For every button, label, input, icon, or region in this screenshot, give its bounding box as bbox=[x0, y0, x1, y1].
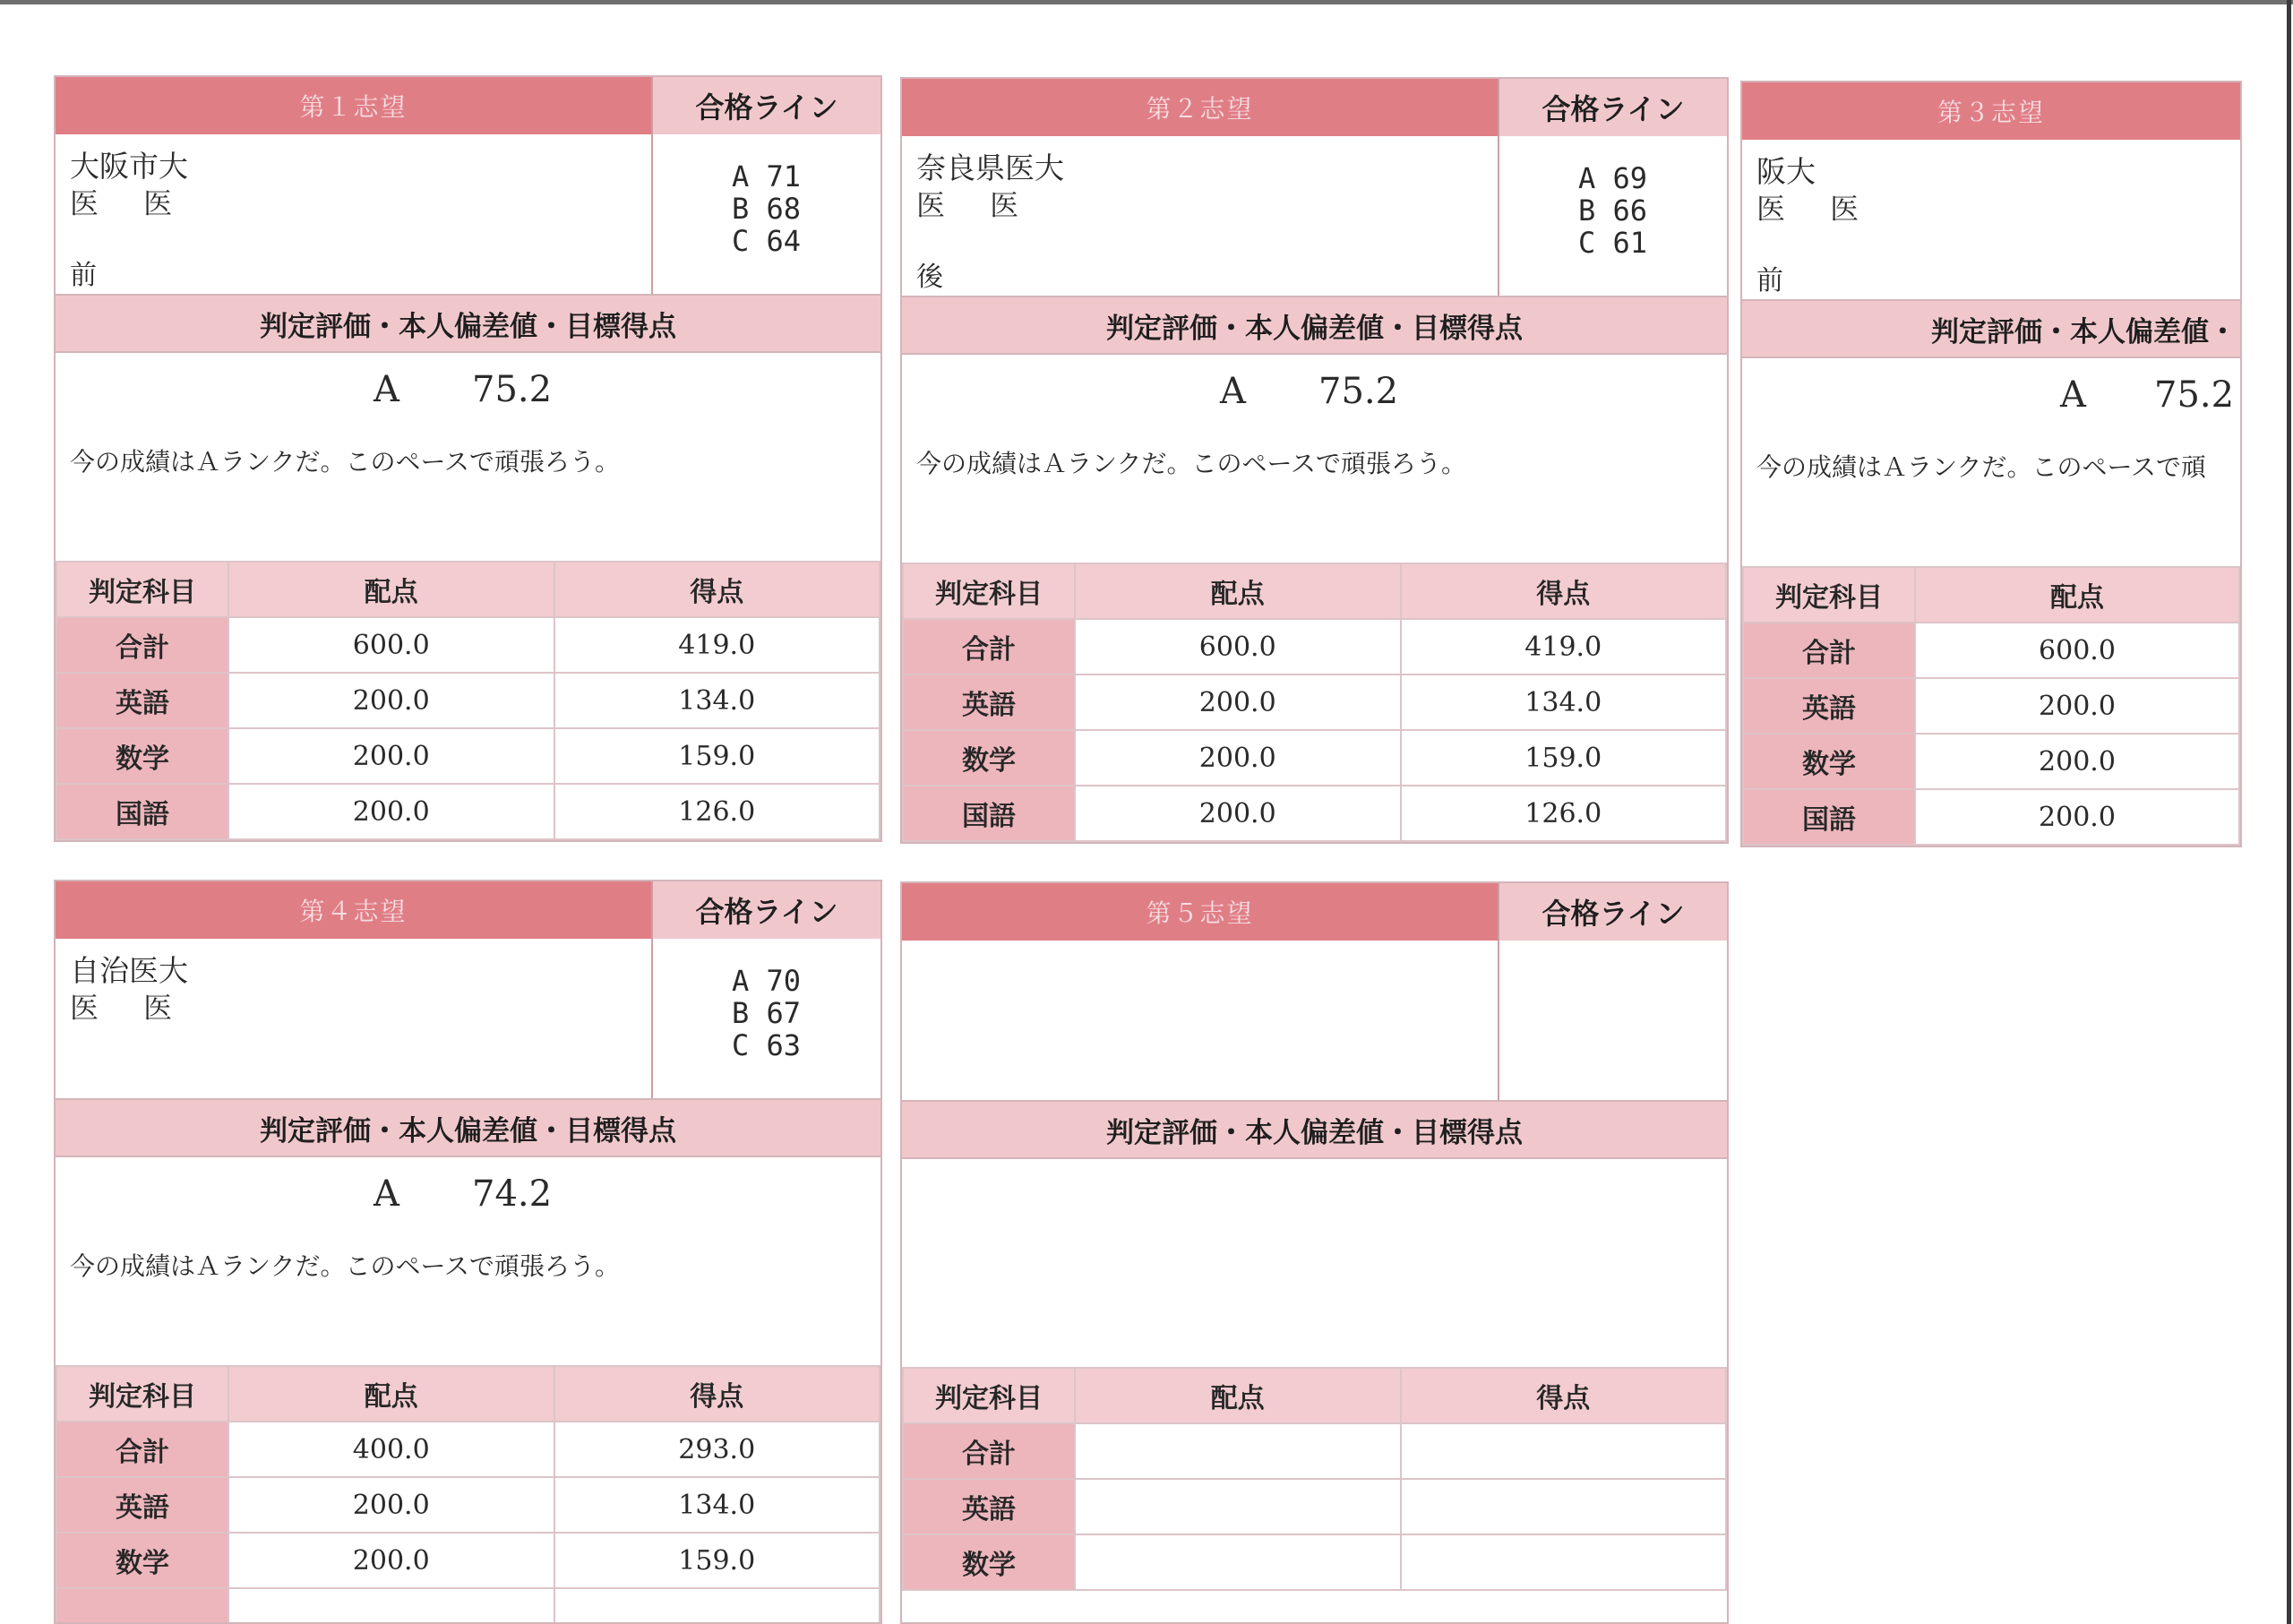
score-cell: 126.0 bbox=[1401, 786, 1727, 841]
points-cell: 200.0 bbox=[1075, 786, 1401, 841]
table-row bbox=[1743, 623, 2242, 678]
score-table bbox=[1742, 566, 2242, 846]
points-cell: 200.0 bbox=[1915, 678, 2239, 734]
subject-cell: 国語 bbox=[1743, 789, 1915, 845]
pass-line-c: C 63 bbox=[732, 1028, 802, 1062]
pass-line-label: 合格ライン bbox=[1498, 79, 1727, 136]
points-cell: 200.0 bbox=[228, 1477, 554, 1533]
score-cell: 159.0 bbox=[554, 728, 880, 784]
col-score: 得点 bbox=[554, 1366, 880, 1422]
subject-cell: 英語 bbox=[56, 1477, 228, 1533]
score-cell bbox=[1401, 1423, 1727, 1479]
evaluation-header bbox=[1742, 301, 2240, 358]
score-cell bbox=[1401, 1534, 1727, 1590]
evaluation-body bbox=[1742, 358, 2240, 566]
pass-line-label: 合格ライン bbox=[651, 77, 880, 134]
card-header bbox=[902, 883, 1727, 941]
university-block bbox=[56, 939, 651, 1098]
judgement-grade: A bbox=[2060, 374, 2086, 416]
table-row bbox=[56, 1588, 880, 1624]
score-cell: 293.0 bbox=[554, 1422, 880, 1477]
evaluation-header: 判定評価・本人偏差値・目標得点 bbox=[56, 1100, 880, 1157]
exam-schedule: 前 bbox=[70, 260, 97, 291]
col-subject: 判定科目 bbox=[56, 562, 228, 617]
col-subject: 判定科目 bbox=[903, 563, 1075, 619]
table-row bbox=[903, 1534, 1726, 1590]
choice-card-2 bbox=[900, 77, 1729, 844]
score-table bbox=[902, 1367, 1727, 1591]
pass-lines bbox=[651, 134, 880, 294]
score-cell bbox=[554, 1588, 880, 1624]
table-row bbox=[56, 1422, 880, 1477]
score-cell bbox=[2239, 789, 2242, 845]
pass-line-b: B 68 bbox=[732, 192, 802, 226]
table-row bbox=[56, 1533, 880, 1588]
pass-line-label: 合格ライン bbox=[1498, 883, 1727, 941]
evaluation-body bbox=[56, 353, 880, 561]
score-cell bbox=[2239, 623, 2242, 678]
col-score: 得点 bbox=[1401, 563, 1727, 619]
table-row bbox=[56, 617, 880, 673]
department-name: 医 医 bbox=[916, 188, 1037, 222]
score-cell: 134.0 bbox=[554, 1477, 880, 1533]
table-row bbox=[1743, 678, 2242, 734]
table-row bbox=[1743, 789, 2242, 845]
deviation-value: 75.2 bbox=[2154, 374, 2235, 416]
pass-line-c: C 64 bbox=[732, 224, 802, 258]
score-cell: 419.0 bbox=[1401, 619, 1727, 675]
university-block bbox=[1742, 140, 2240, 299]
table-row bbox=[56, 673, 880, 728]
table-row bbox=[903, 786, 1726, 841]
col-score: 得点 bbox=[554, 562, 880, 617]
university-block bbox=[902, 941, 1498, 1100]
exam-schedule: 前 bbox=[1756, 265, 1783, 296]
score-cell: 159.0 bbox=[554, 1533, 880, 1588]
evaluation-header: 判定評価・本人偏差値・目標得点 bbox=[902, 1102, 1727, 1159]
score-table bbox=[56, 561, 880, 840]
points-cell: 200.0 bbox=[228, 784, 554, 839]
col-points: 配点 bbox=[228, 562, 554, 617]
deviation-value: 75.2 bbox=[472, 369, 553, 410]
score-cell bbox=[2239, 678, 2242, 734]
points-cell: 200.0 bbox=[1915, 789, 2239, 845]
col-score bbox=[2239, 567, 2242, 623]
subject-cell: 数学 bbox=[56, 1533, 228, 1588]
points-cell: 200.0 bbox=[228, 673, 554, 728]
points-cell: 200.0 bbox=[1075, 730, 1401, 786]
department-name: 医 医 bbox=[1756, 192, 1877, 226]
pass-line-a: A 69 bbox=[1578, 161, 1648, 195]
subject-cell: 国語 bbox=[56, 784, 228, 839]
subject-cell: 英語 bbox=[1743, 678, 1915, 734]
card-header bbox=[56, 77, 880, 134]
table-row bbox=[903, 619, 1726, 675]
university-name: 大阪市大 bbox=[70, 149, 188, 184]
university-info bbox=[56, 134, 880, 296]
choice-rank: 第１志望 bbox=[56, 77, 651, 134]
table-row bbox=[56, 784, 880, 839]
subject-cell: 数学 bbox=[56, 728, 228, 784]
university-name: 奈良県医大 bbox=[916, 150, 1064, 185]
table-row bbox=[1743, 734, 2242, 789]
table-header-row bbox=[56, 1366, 880, 1422]
department-name: 医 医 bbox=[70, 186, 191, 220]
judgement-grade: A bbox=[1220, 371, 1246, 412]
points-cell: 200.0 bbox=[228, 1533, 554, 1588]
choice-card-4 bbox=[54, 880, 882, 1624]
score-cell: 134.0 bbox=[1401, 675, 1727, 730]
subject-cell: 数学 bbox=[903, 730, 1075, 786]
pass-line-b: B 66 bbox=[1578, 193, 1648, 228]
evaluation-message: 今の成績はＡランクだ。このペースで頑張ろう。 bbox=[916, 449, 1467, 478]
table-row bbox=[903, 675, 1726, 730]
university-block bbox=[56, 134, 651, 294]
pass-lines bbox=[1498, 136, 1727, 296]
table-header-row bbox=[903, 1368, 1726, 1423]
card-header bbox=[902, 79, 1727, 136]
points-cell: 200.0 bbox=[1075, 675, 1401, 730]
table-row bbox=[903, 1423, 1726, 1479]
points-cell bbox=[1075, 1479, 1401, 1534]
score-cell: 159.0 bbox=[1401, 730, 1727, 786]
evaluation-message: 今の成績はＡランクだ。このペースで頑張ろう。 bbox=[70, 447, 621, 477]
subject-cell: 英語 bbox=[903, 675, 1075, 730]
score-cell: 126.0 bbox=[554, 784, 880, 839]
points-cell bbox=[1075, 1423, 1401, 1479]
evaluation-body bbox=[56, 1157, 880, 1365]
university-info bbox=[1742, 140, 2240, 301]
points-cell: 200.0 bbox=[1915, 734, 2239, 789]
subject-cell: 英語 bbox=[903, 1479, 1075, 1534]
evaluation-header: 判定評価・本人偏差値・目標得点 bbox=[56, 296, 880, 353]
col-points: 配点 bbox=[1075, 563, 1401, 619]
pass-line-a: A 70 bbox=[732, 964, 802, 998]
evaluation-body bbox=[902, 1159, 1727, 1367]
col-subject: 判定科目 bbox=[1743, 567, 1915, 623]
table-header-row bbox=[56, 562, 880, 617]
exam-schedule: 後 bbox=[916, 262, 943, 293]
points-cell: 600.0 bbox=[228, 617, 554, 673]
university-name: 阪大 bbox=[1756, 154, 1816, 189]
department-name: 医 医 bbox=[70, 991, 191, 1025]
university-info bbox=[902, 941, 1727, 1102]
table-row bbox=[56, 1477, 880, 1533]
points-cell: 600.0 bbox=[1075, 619, 1401, 675]
subject-cell: 合計 bbox=[903, 619, 1075, 675]
evaluation-message: 今の成績はＡランクだ。このペースで頑張ろう。 bbox=[70, 1251, 621, 1281]
evaluation-header-text: 判定評価・本人偏差値・ bbox=[1931, 315, 2237, 348]
card-header bbox=[1742, 82, 2240, 140]
table-header-row bbox=[903, 563, 1726, 619]
card-header bbox=[56, 881, 880, 939]
points-cell: 400.0 bbox=[228, 1422, 554, 1477]
table-row bbox=[56, 728, 880, 784]
choice-rank: 第２志望 bbox=[902, 79, 1498, 136]
choice-rank: 第５志望 bbox=[902, 883, 1498, 941]
university-name: 自治医大 bbox=[70, 953, 188, 988]
choice-card-3 bbox=[1740, 81, 2242, 847]
score-table bbox=[902, 563, 1727, 842]
col-points: 配点 bbox=[1915, 567, 2239, 623]
choice-rank: 第４志望 bbox=[56, 881, 651, 939]
choice-card-5 bbox=[900, 881, 1729, 1624]
university-info bbox=[56, 939, 880, 1100]
pass-lines bbox=[1498, 941, 1727, 1100]
judgement-grade: A bbox=[374, 1173, 399, 1215]
university-info bbox=[902, 136, 1727, 297]
deviation-value: 75.2 bbox=[1318, 371, 1399, 412]
points-cell bbox=[1075, 1534, 1401, 1590]
scan-top-edge bbox=[0, 0, 2293, 4]
subject-cell: 英語 bbox=[56, 673, 228, 728]
score-cell bbox=[1401, 1479, 1727, 1534]
col-points: 配点 bbox=[228, 1366, 554, 1422]
evaluation-header: 判定評価・本人偏差値・目標得点 bbox=[902, 297, 1727, 355]
evaluation-body bbox=[902, 355, 1727, 563]
score-cell: 419.0 bbox=[554, 617, 880, 673]
evaluation-message: 今の成績はＡランクだ。このペースで頑 bbox=[1756, 452, 2207, 482]
subject-cell: 合計 bbox=[56, 617, 228, 673]
points-cell: 600.0 bbox=[1915, 623, 2239, 678]
col-subject: 判定科目 bbox=[56, 1366, 228, 1422]
subject-cell: 合計 bbox=[903, 1423, 1075, 1479]
university-block bbox=[902, 136, 1498, 296]
subject-cell: 合計 bbox=[1743, 623, 1915, 678]
pass-line-label: 合格ライン bbox=[651, 881, 880, 939]
choice-card-1 bbox=[54, 75, 882, 842]
col-points: 配点 bbox=[1075, 1368, 1401, 1423]
scan-right-edge bbox=[2287, 0, 2291, 1624]
subject-cell bbox=[56, 1588, 228, 1624]
table-header-row bbox=[1743, 567, 2242, 623]
score-cell bbox=[2239, 734, 2242, 789]
pass-lines bbox=[651, 939, 880, 1098]
subject-cell: 数学 bbox=[1743, 734, 1915, 789]
score-table bbox=[56, 1365, 880, 1624]
table-row bbox=[903, 730, 1726, 786]
pass-line-b: B 67 bbox=[732, 996, 802, 1030]
points-cell: 200.0 bbox=[228, 728, 554, 784]
col-subject: 判定科目 bbox=[903, 1368, 1075, 1423]
table-row bbox=[903, 1479, 1726, 1534]
score-cell: 134.0 bbox=[554, 673, 880, 728]
pass-line-a: A 71 bbox=[732, 159, 802, 193]
choice-rank: 第３志望 bbox=[1742, 82, 2240, 140]
deviation-value: 74.2 bbox=[472, 1173, 553, 1215]
pass-line-c: C 61 bbox=[1578, 226, 1648, 260]
subject-cell: 数学 bbox=[903, 1534, 1075, 1590]
judgement-grade: A bbox=[374, 369, 399, 410]
col-score: 得点 bbox=[1401, 1368, 1727, 1423]
subject-cell: 国語 bbox=[903, 786, 1075, 841]
points-cell bbox=[228, 1588, 554, 1624]
subject-cell: 合計 bbox=[56, 1422, 228, 1477]
